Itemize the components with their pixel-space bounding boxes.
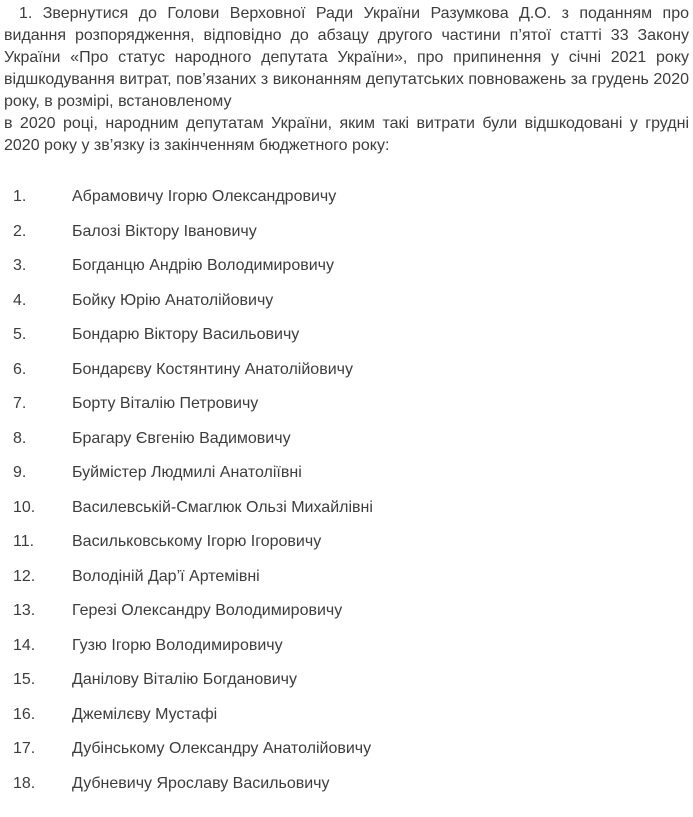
list-item-name: Бойку Юрію Анатолійовичу <box>72 291 274 309</box>
list-item-name: Володіній Дар’ї Артемівні <box>72 567 260 585</box>
list-item <box>4 497 689 519</box>
list-item <box>4 635 689 657</box>
list-item-number: 1. <box>13 188 27 205</box>
list-item-number: 16. <box>13 705 36 723</box>
list-item-name: Джемілєву Мустафі <box>72 705 218 723</box>
list-item-name: Богданцю Андрію Володимировичу <box>72 257 334 274</box>
list-item-number: 18. <box>13 774 36 792</box>
list-item-number: 13. <box>13 602 36 619</box>
list-item-number: 3. <box>13 257 27 274</box>
list-item-name: Герезі Олександру Володимировичу <box>72 602 343 619</box>
list-item-number: 15. <box>13 671 36 688</box>
intro-paragraph <box>4 3 689 157</box>
list-item <box>4 704 689 726</box>
list-item-number: 10. <box>13 498 36 516</box>
list-item-number: 17. <box>13 740 36 757</box>
list-item-name: Гузю Ігорю Володимировичу <box>72 636 283 654</box>
list-item-name: Балозі Віктору Івановичу <box>72 222 257 240</box>
list-item-name: Бондарю Віктору Васильовичу <box>72 326 300 343</box>
list-item-name: Дубневичу Ярославу Васильовичу <box>72 774 330 792</box>
intro-paragraph-part-2: в 2020 році, народним депутатам України, яким такі витрати були відшкодовані у грудні 2020 року у зв’язку із закінченням бюджетного року: <box>4 115 689 154</box>
list-item-number: 7. <box>13 395 27 412</box>
list-item-name: Буймістер Людмилі Анатоліївні <box>72 464 302 481</box>
list-item <box>4 738 689 760</box>
list-item-name: Борту Віталію Петровичу <box>72 395 259 412</box>
list-item <box>4 566 689 588</box>
list-item <box>4 600 689 622</box>
list-item-number: 11. <box>13 533 35 550</box>
list-item <box>4 428 689 450</box>
list-item-number: 4. <box>13 291 27 309</box>
list-item <box>4 255 689 277</box>
list-item-name: Василевській-Смаглюк Ользі Михайлівні <box>72 498 373 516</box>
list-item-name: Брагару Євгенію Вадимовичу <box>72 429 291 447</box>
list-item-number: 14. <box>13 636 36 654</box>
intro-paragraph-part-1: 1. Звернутися до Голови Верховної Ради України Разумкова Д.О. з поданням про видання розпорядження, відповідно до абзацу другого частини п’ятої статті 33 Закону України «Про статус народного депутата України», про припинення у січні 2021 року відшкодування витрат, пов’язаних з виконанням депутатських повноважень за грудень 2020 року, в розмірі, встановленому <box>4 5 689 110</box>
list-item <box>4 531 689 553</box>
list-item <box>4 669 689 691</box>
list-item <box>4 462 689 484</box>
list-item-name: Васильковському Ігорю Ігоровичу <box>72 533 322 550</box>
list-item <box>4 290 689 312</box>
list-item <box>4 324 689 346</box>
list-item-name: Дубінському Олександру Анатолійовичу <box>72 740 372 757</box>
list-item-number: 2. <box>13 222 27 240</box>
list-item-name: Бондарєву Костянтину Анатолійовичу <box>72 360 353 378</box>
deputies-list <box>4 186 689 795</box>
list-item <box>4 773 689 795</box>
list-item-number: 8. <box>13 429 27 447</box>
list-item <box>4 393 689 415</box>
list-item <box>4 221 689 243</box>
list-item <box>4 359 689 381</box>
list-item <box>4 186 689 208</box>
list-item-number: 6. <box>13 360 27 378</box>
list-item-name: Абрамовичу Ігорю Олександровичу <box>72 188 337 205</box>
list-item-number: 9. <box>13 464 27 481</box>
list-item-number: 5. <box>13 326 27 343</box>
list-item-number: 12. <box>13 567 36 585</box>
list-item-name: Данілову Віталію Богдановичу <box>72 671 297 688</box>
